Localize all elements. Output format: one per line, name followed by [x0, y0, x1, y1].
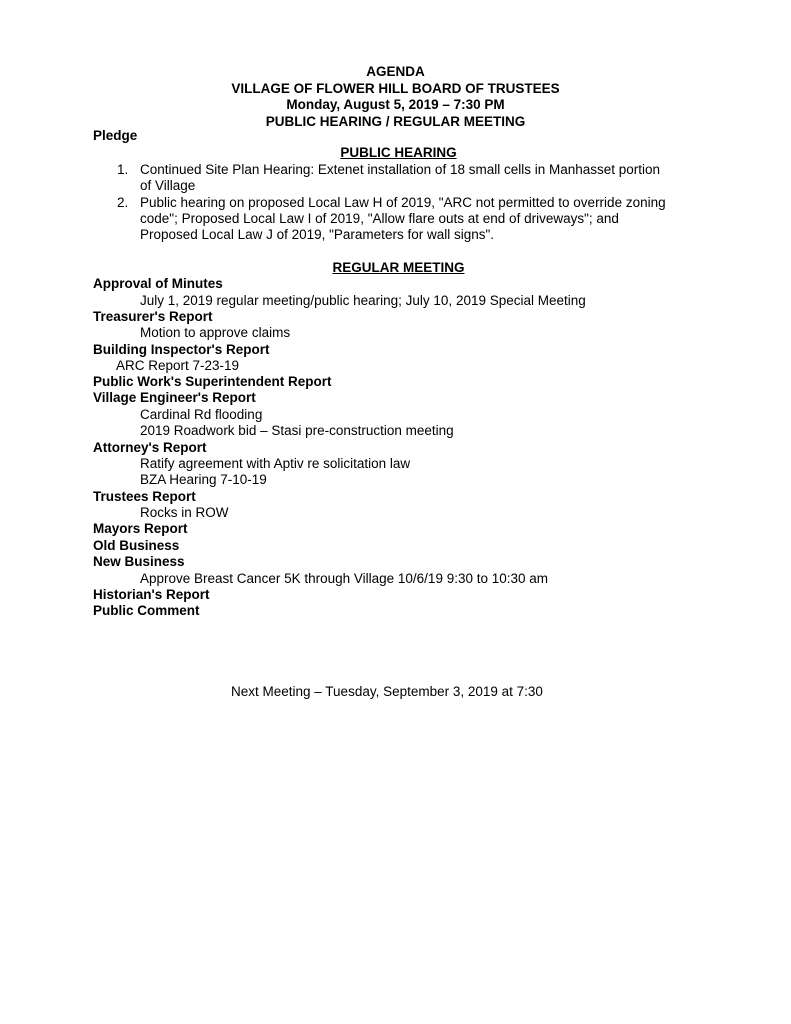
public-hearing-item-text: Continued Site Plan Hearing: Extenet installation of 18 small cells in Manhasset portion: [140, 162, 661, 177]
meeting-date-time: Monday, August 5, 2019 – 7:30 PM: [286, 97, 505, 112]
section-old-business: Old Business: [93, 538, 180, 553]
public-hearing-item-text: of Village: [140, 178, 196, 193]
regular-meeting-heading: REGULAR MEETING: [332, 260, 465, 275]
section-attorneys-report: Attorney's Report: [93, 440, 207, 455]
pledge-heading: Pledge: [93, 128, 138, 143]
section-new-business: New Business: [93, 554, 185, 569]
public-hearing-item-text: code"; Proposed Local Law I of 2019, "Allow flare outs at end of driveways"; and: [140, 211, 619, 226]
section-trustees-report: Trustees Report: [93, 489, 196, 504]
section-item: Rocks in ROW: [140, 505, 229, 520]
section-public-works-superintendent-report: Public Work's Superintendent Report: [93, 374, 332, 389]
next-meeting-note: Next Meeting – Tuesday, September 3, 2019 at 7:30: [231, 684, 543, 699]
agenda-title: AGENDA: [366, 64, 425, 79]
section-item: Cardinal Rd flooding: [140, 407, 263, 422]
section-item: July 1, 2019 regular meeting/public hearing; July 10, 2019 Special Meeting: [140, 293, 586, 308]
section-item: ARC Report 7-23-19: [116, 358, 240, 373]
section-item: Motion to approve claims: [140, 325, 291, 340]
public-hearing-item-text: Proposed Local Law J of 2019, "Parameters for wall signs".: [140, 227, 495, 242]
public-hearing-heading: PUBLIC HEARING: [340, 145, 457, 160]
section-mayors-report: Mayors Report: [93, 521, 188, 536]
public-hearing-item-number: 1.: [117, 162, 129, 177]
meeting-type: PUBLIC HEARING / REGULAR MEETING: [265, 113, 526, 129]
organization-name: VILLAGE OF FLOWER HILL BOARD OF TRUSTEES: [231, 80, 560, 96]
agenda-header: [0, 64, 791, 130]
section-approval-of-minutes: Approval of Minutes: [93, 276, 223, 291]
section-item: 2019 Roadwork bid – Stasi pre-construction meeting: [140, 423, 454, 438]
section-building-inspectors-report: Building Inspector's Report: [93, 342, 270, 357]
section-village-engineers-report: Village Engineer's Report: [93, 390, 256, 405]
section-historians-report: Historian's Report: [93, 587, 210, 602]
public-hearing-item-text: Public hearing on proposed Local Law H of 2019, "ARC not permitted to override zoning: [140, 195, 666, 210]
section-item: Approve Breast Cancer 5K through Village 10/6/19 9:30 to 10:30 am: [140, 571, 549, 586]
section-item: Ratify agreement with Aptiv re solicitation law: [140, 456, 411, 471]
section-item: BZA Hearing 7-10-19: [140, 472, 267, 487]
section-treasurers-report: Treasurer's Report: [93, 309, 213, 324]
section-public-comment: Public Comment: [93, 603, 200, 618]
public-hearing-item-number: 2.: [117, 195, 129, 210]
